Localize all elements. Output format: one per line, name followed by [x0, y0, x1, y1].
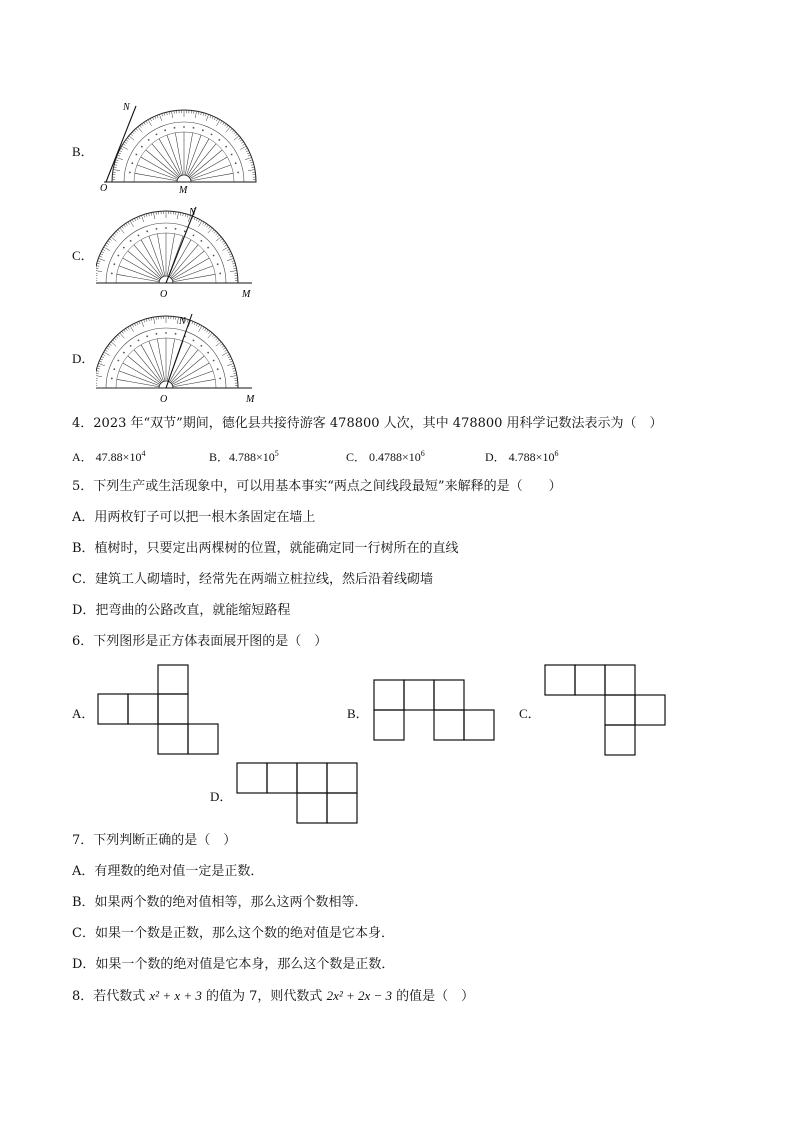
q5-option-b: B．植树时，只要定出两棵树的位置，就能确定同一行树所在的直线	[72, 541, 459, 556]
protractor-option-d	[96, 308, 266, 405]
expression-2: 2x² + 2x − 3	[326, 988, 393, 1003]
cube-net-c	[544, 664, 667, 756]
point-m-label: M	[246, 394, 255, 405]
point-o-label: O	[160, 394, 168, 405]
q4-option-c: C． $0.4788\times 10^6$	[346, 449, 425, 464]
question-5-stem: 5．下列生产或生活现象中，可以用基本事实“两点之间线段最短”来解释的是（ ）	[72, 479, 562, 494]
point-n-label: N	[189, 207, 196, 218]
option-b-label: B．	[72, 144, 94, 159]
point-o-label: O	[100, 183, 108, 194]
cube-net-d	[236, 762, 358, 824]
q6-option-d-label: D．	[210, 789, 233, 804]
protractor-option-c	[96, 203, 266, 301]
point-m-label: M	[242, 289, 251, 300]
q6-option-c-label: C．	[519, 706, 541, 721]
q5-option-d: D．把弯曲的公路改直，就能缩短路程	[72, 603, 291, 618]
q5-option-c: C．建筑工人砌墙时，经常先在两端立桩拉线，然后沿着线砌墙	[72, 572, 433, 587]
point-n-label: N	[123, 102, 130, 113]
q7-option-b: B．如果两个数的绝对值相等，那么这两个数相等．	[72, 895, 368, 910]
cube-net-b	[373, 679, 495, 741]
q4-option-d: D． $4.788\times 10^6$	[485, 449, 559, 464]
q7-option-c: C．如果一个数是正数，那么这个数的绝对值是它本身．	[72, 926, 394, 941]
point-n-label: N	[179, 316, 186, 327]
question-4-stem: 4．2023 年“双节”期间，德化县共接待游客 478800 人次，其中 478800 用科学记数法表示为（ ）	[72, 416, 663, 431]
point-o-label: O	[160, 289, 168, 300]
option-d-label: D．	[72, 351, 95, 366]
option-c-label: C．	[72, 248, 94, 263]
question-6-stem: 6．下列图形是正方体表面展开图的是（ ）	[72, 634, 328, 649]
q7-option-d: D．如果一个数的绝对值是它本身，那么这个数是正数．	[72, 957, 395, 972]
q5-option-a: A．用两枚钉子可以把一根木条固定在墙上	[72, 510, 316, 525]
q6-option-b-label: B．	[347, 706, 369, 721]
q6-option-a-label: A．	[72, 706, 95, 721]
question-8-stem: 8．若代数式 x² + x + 3 的值为 7，则代数式 2x² + 2x − 3 的值是（ ）	[72, 988, 475, 1004]
point-m-label: M	[179, 185, 188, 195]
q4-option-a: A． $47.88\times 10^4$	[72, 449, 146, 464]
q4-option-b: B．$4.788\times 10^5$	[209, 449, 279, 464]
q7-option-a: A．有理数的绝对值一定是正数．	[72, 864, 264, 879]
expression-1: x² + x + 3	[149, 988, 202, 1003]
protractor-option-b	[96, 100, 266, 195]
cube-net-a	[97, 664, 220, 756]
question-7-stem: 7．下列判断正确的是（ ）	[72, 833, 237, 848]
